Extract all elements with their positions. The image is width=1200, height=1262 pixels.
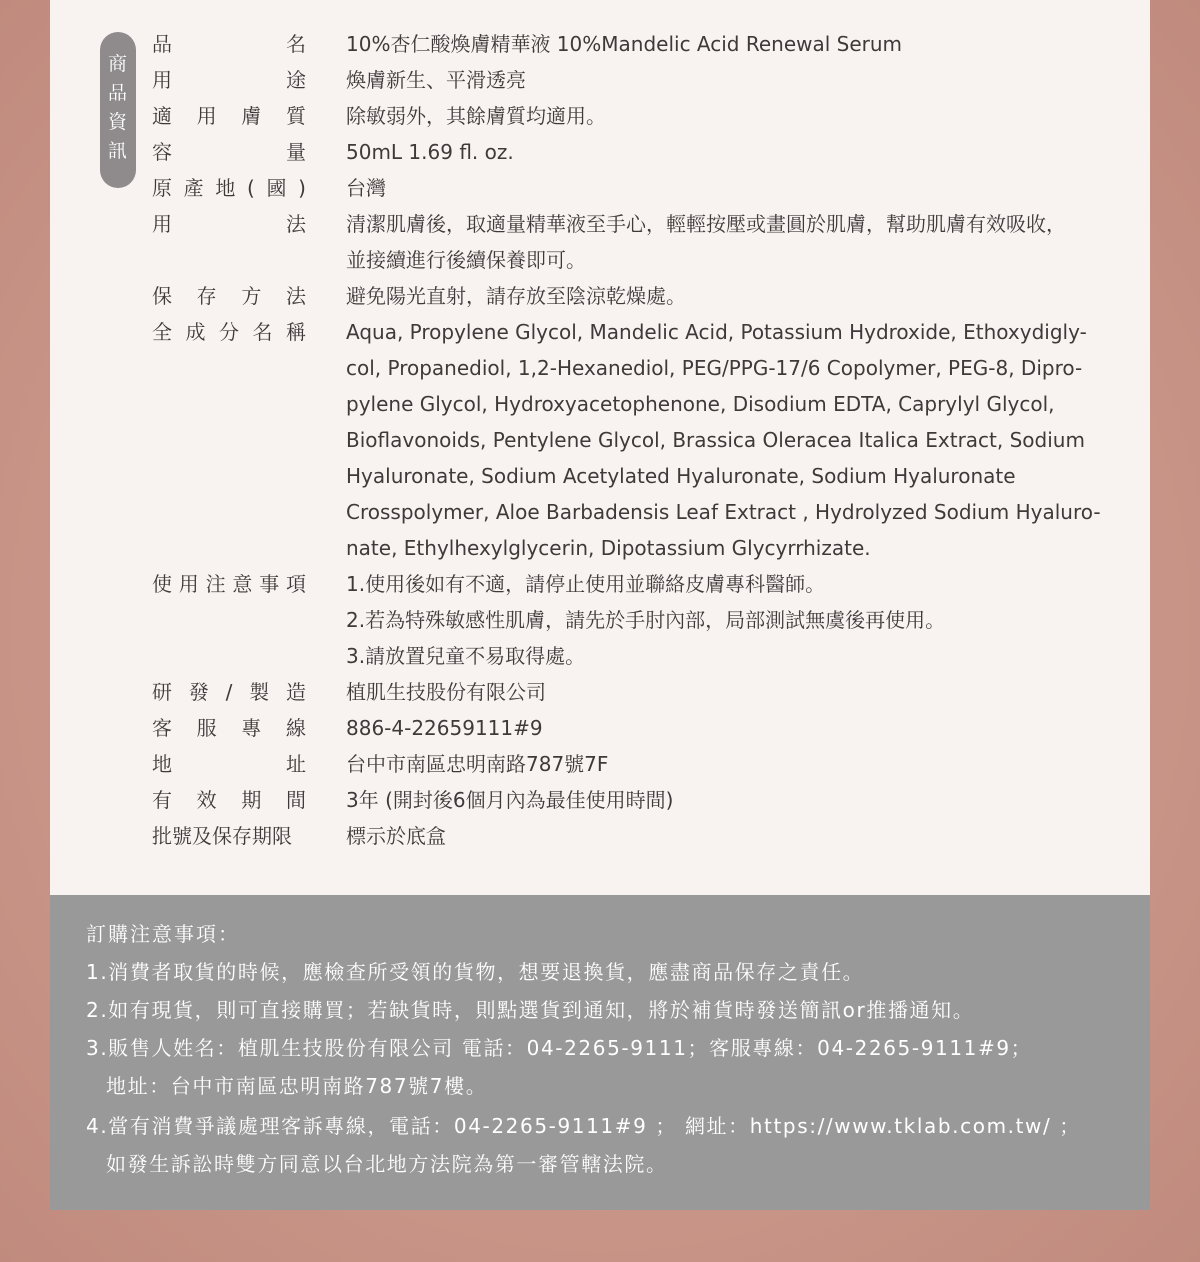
label-char: 用 bbox=[178, 572, 199, 596]
info-label bbox=[152, 26, 306, 62]
info-label bbox=[152, 314, 306, 350]
label-char: 專 bbox=[241, 716, 262, 740]
value-line: 1.使用後如有不適，請停止使用並聯絡皮膚專科醫師。 bbox=[346, 572, 826, 596]
label-char: 法 bbox=[286, 212, 306, 236]
label-char: 效 bbox=[196, 788, 217, 812]
value-line: 除敏弱外，其餘膚質均適用。 bbox=[346, 104, 606, 128]
notice-line: 4.當有消費爭議處理客訴專線，電話：04-2265-9111#9 ； 網址：https://www.tklab.com.tw/ ； bbox=[86, 1114, 1081, 1138]
info-value bbox=[346, 314, 1102, 566]
value-line: 避免陽光直射，請存放至陰涼乾燥處。 bbox=[346, 284, 686, 308]
label-char: 製 bbox=[249, 680, 270, 704]
label-char: 分 bbox=[219, 320, 239, 344]
label-char: / bbox=[225, 680, 233, 704]
label-char: 注 bbox=[205, 572, 226, 596]
label-char: 事 bbox=[259, 572, 280, 596]
label-char: 址 bbox=[286, 752, 306, 776]
value-line: 台灣 bbox=[346, 176, 386, 200]
label-char: 存 bbox=[196, 284, 217, 308]
label-char: 名 bbox=[252, 320, 273, 344]
info-label bbox=[152, 566, 306, 602]
value-line: 並接續進行後續保養即可。 bbox=[346, 248, 586, 272]
value-line: 植肌生技股份有限公司 bbox=[346, 680, 546, 704]
info-value bbox=[346, 98, 1102, 134]
label-char: 用 bbox=[196, 104, 217, 128]
info-label bbox=[152, 170, 306, 206]
product-info-tag bbox=[100, 32, 136, 188]
label-char: ) bbox=[298, 176, 306, 200]
label-char: 用 bbox=[152, 68, 172, 92]
label-char: 成 bbox=[185, 320, 206, 344]
info-value bbox=[346, 746, 1102, 782]
label-char: 造 bbox=[286, 680, 306, 704]
info-value bbox=[346, 206, 1102, 278]
label-char: 產 bbox=[183, 176, 204, 200]
label-char: 法 bbox=[285, 284, 306, 308]
label-char: 地 bbox=[215, 176, 236, 200]
value-line: 煥膚新生、平滑透亮 bbox=[346, 68, 526, 92]
info-value bbox=[346, 782, 1102, 818]
value-line: 50mL 1.69 fl. oz. bbox=[346, 140, 514, 164]
tag-char: 資 bbox=[107, 111, 128, 133]
info-value bbox=[346, 26, 1102, 62]
label-char: 全 bbox=[152, 320, 172, 344]
label-char: 膚 bbox=[241, 104, 262, 128]
label-char: 方 bbox=[241, 284, 262, 308]
label-char: 研 bbox=[152, 680, 172, 704]
label-char: 客 bbox=[152, 716, 172, 740]
label-char: 服 bbox=[196, 716, 217, 740]
label-char: 線 bbox=[285, 716, 306, 740]
tag-char: 品 bbox=[107, 82, 128, 104]
label-char: 期 bbox=[241, 788, 262, 812]
info-label bbox=[152, 674, 306, 710]
value-line: Aqua, Propylene Glycol, Mandelic Acid, Potassium Hydroxide, Ethoxydigly- bbox=[346, 320, 1087, 344]
info-label bbox=[152, 818, 306, 854]
label-char: 間 bbox=[285, 788, 306, 812]
notice-line: 2.如有現貨，則可直接購買；若缺貨時，則點選貨到通知，將於補貨時發送簡訊or推播通知。 bbox=[86, 998, 975, 1022]
label-char: 原 bbox=[152, 176, 172, 200]
value-line: 2.若為特殊敏感性肌膚，請先於手肘內部，局部測試無虞後再使用。 bbox=[346, 608, 946, 632]
label-char: 量 bbox=[286, 140, 306, 164]
label-char: 品 bbox=[152, 32, 172, 56]
value-line: 標示於底盒 bbox=[346, 824, 446, 848]
notice-line: 地址：台中市南區忠明南路787號7樓。 bbox=[106, 1074, 488, 1098]
value-line: 清潔肌膚後，取適量精華液至手心，輕輕按壓或畫圓於肌膚，幫助肌膚有效吸收， bbox=[346, 212, 1066, 236]
label-char: 容 bbox=[152, 140, 172, 164]
info-label bbox=[152, 98, 306, 134]
value-line: 3.請放置兒童不易取得處。 bbox=[346, 644, 586, 668]
value-line: 台中市南區忠明南路787號7F bbox=[346, 752, 609, 776]
info-value bbox=[346, 134, 1102, 170]
label-char: 保 bbox=[152, 284, 172, 308]
notice-title: 訂購注意事項： bbox=[86, 922, 240, 946]
notice-line: 如發生訴訟時雙方同意以台北地方法院為第一審管轄法院。 bbox=[106, 1152, 668, 1176]
notice-line: 3.販售人姓名：植肌生技股份有限公司 電話：04-2265-9111；客服專線：04-2265-9111#9； bbox=[86, 1036, 1033, 1060]
info-value bbox=[346, 278, 1102, 314]
info-label bbox=[152, 62, 306, 98]
info-value bbox=[346, 566, 1102, 674]
info-label bbox=[152, 782, 306, 818]
value-line: pylene Glycol, Hydroxyacetophenone, Disodium EDTA, Caprylyl Glycol, bbox=[346, 392, 1055, 416]
label-char: 名 bbox=[286, 32, 306, 56]
order-notice-panel bbox=[50, 895, 1150, 1210]
value-line: Crosspolymer, Aloe Barbadensis Leaf Extract , Hydrolyzed Sodium Hyaluro- bbox=[346, 500, 1101, 524]
label-char: 適 bbox=[152, 104, 172, 128]
label-char: 用 bbox=[152, 212, 172, 236]
info-value bbox=[346, 674, 1102, 710]
label-char: 稱 bbox=[286, 320, 306, 344]
value-line: col, Propanediol, 1,2-Hexanediol, PEG/PPG-17/6 Copolymer, PEG-8, Dipro- bbox=[346, 356, 1083, 380]
info-label bbox=[152, 206, 306, 242]
value-line: Bioflavonoids, Pentylene Glycol, Brassica Oleracea Italica Extract, Sodium bbox=[346, 428, 1085, 452]
value-line: 3年 (開封後6個月內為最佳使用時間) bbox=[346, 788, 674, 812]
label-char: 項 bbox=[285, 572, 306, 596]
tag-char: 訊 bbox=[107, 140, 128, 162]
info-value bbox=[346, 818, 1102, 854]
label-char: 批號及保存期限 bbox=[152, 824, 292, 848]
label-char: 質 bbox=[285, 104, 306, 128]
label-char: 國 bbox=[266, 176, 287, 200]
label-char: 地 bbox=[152, 752, 172, 776]
info-label bbox=[152, 278, 306, 314]
info-label bbox=[152, 134, 306, 170]
info-label bbox=[152, 710, 306, 746]
value-line: 886-4-22659111#9 bbox=[346, 716, 543, 740]
value-line: nate, Ethylhexylglycerin, Dipotassium Glycyrrhizate. bbox=[346, 536, 871, 560]
label-char: 使 bbox=[152, 572, 172, 596]
info-value bbox=[346, 710, 1102, 746]
label-char: 意 bbox=[232, 572, 253, 596]
value-line: 10%杏仁酸煥膚精華液 10%Mandelic Acid Renewal Serum bbox=[346, 32, 903, 56]
label-char: 途 bbox=[286, 68, 306, 92]
info-value bbox=[346, 170, 1102, 206]
value-line: Hyaluronate, Sodium Acetylated Hyaluronate, Sodium Hyaluronate bbox=[346, 464, 1016, 488]
label-char: 發 bbox=[188, 680, 209, 704]
notice-line: 1.消費者取貨的時候，應檢查所受領的貨物，想要退換貨，應盡商品保存之責任。 bbox=[86, 960, 865, 984]
label-char: ( bbox=[247, 176, 255, 200]
info-label bbox=[152, 746, 306, 782]
tag-char: 商 bbox=[107, 53, 128, 75]
info-value bbox=[346, 62, 1102, 98]
label-char: 有 bbox=[152, 788, 172, 812]
